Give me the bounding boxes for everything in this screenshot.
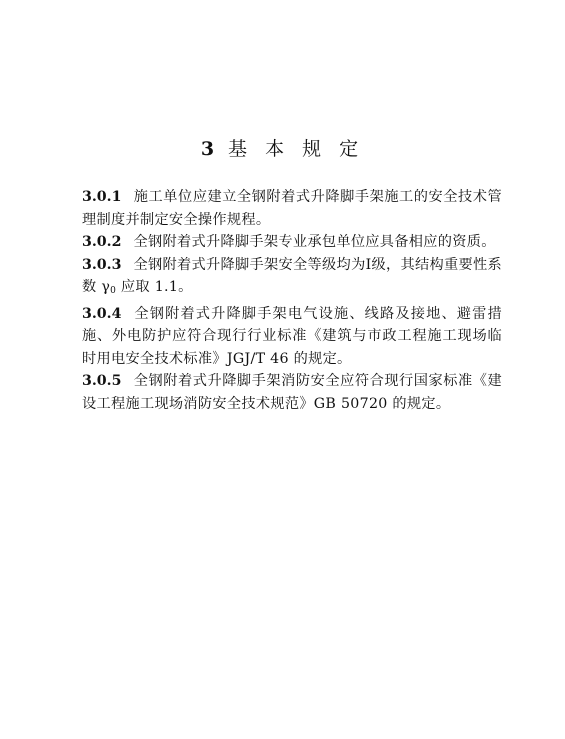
clause-text: 全钢附着式升降脚手架电气设施、线路及接地、避雷措施、外电防护应符合现行行业标准《建筑与市政工程施工现场临时用电安全技术标准》JGJ/T 46 的规定。	[82, 305, 502, 367]
clause-number: 3.0.2	[82, 234, 122, 250]
gamma-symbol	[101, 279, 116, 295]
clause-3-0-1	[82, 186, 502, 231]
clause-list	[82, 186, 502, 415]
clause-3-0-4	[82, 303, 502, 371]
clause-3-0-2	[82, 231, 502, 254]
gamma-subscript: 0	[110, 286, 117, 296]
clause-text: 施工单位应建立全钢附着式升降脚手架施工的安全技术管理制度并制定安全操作规程。	[82, 189, 502, 228]
clause-number: 3.0.5	[82, 373, 122, 389]
chapter-number: 3	[200, 138, 215, 160]
clause-text: 全钢附着式升降脚手架专业承包单位应具备相应的资质。	[133, 234, 496, 250]
clause-text: 全钢附着式升降脚手架安全等级均为Ⅰ级，其结构重要性系数	[82, 256, 502, 295]
clause-number: 3.0.3	[82, 256, 122, 273]
clause-text-tail: 应取 1.1。	[116, 279, 193, 295]
clause-3-0-5	[82, 370, 502, 415]
chapter-title-text: 基 本 规 定	[228, 138, 365, 160]
clause-text: 全钢附着式升降脚手架消防安全应符合现行国家标准《建设工程施工现场消防安全技术规范》GB 50720 的规定。	[82, 373, 502, 412]
clause-number: 3.0.1	[82, 189, 122, 205]
clause-number: 3.0.4	[82, 305, 122, 322]
gamma-letter: γ	[101, 279, 111, 295]
clause-3-0-3	[82, 254, 502, 303]
chapter-heading	[0, 134, 565, 161]
